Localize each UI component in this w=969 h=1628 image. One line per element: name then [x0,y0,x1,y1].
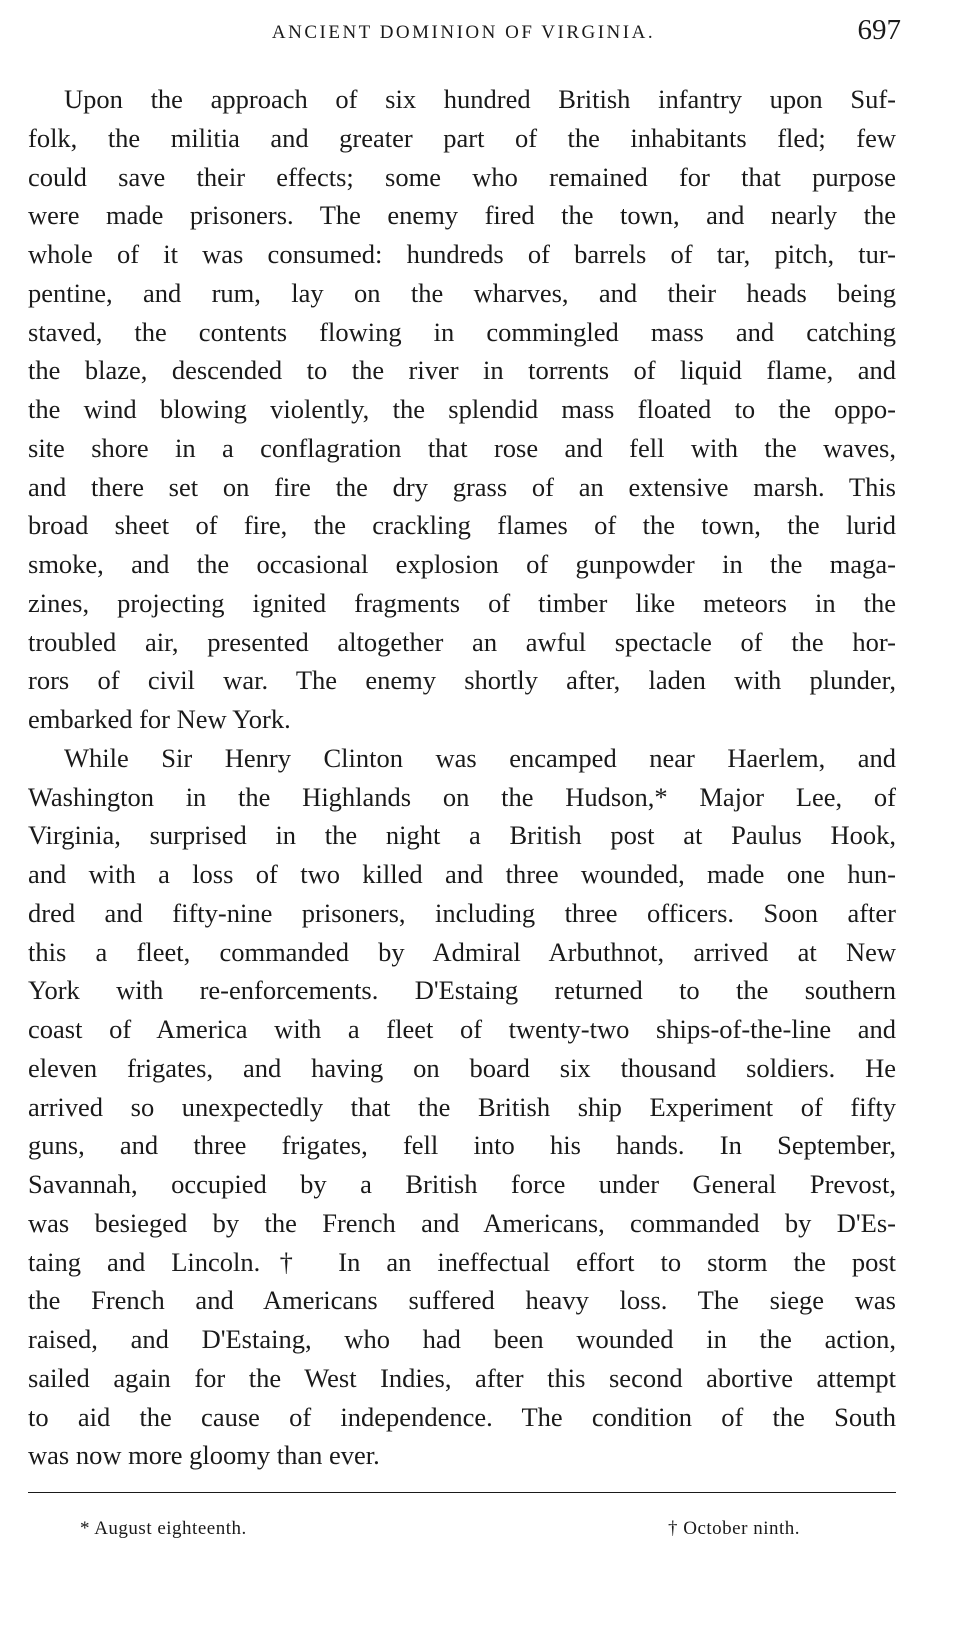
page-number: 697 [857,14,901,46]
text-line: raised, and D'Estaing, who had been wounded in the action, [28,1324,896,1354]
running-head [26,14,901,54]
text-line: site shore in a conflagration that rose and fell with the waves, [28,432,896,463]
text-line: dred and fifty-nine prisoners, including three officers. Soon after [28,897,896,928]
text-line: the wind blowing violently, the splendid mass floated to the oppo- [28,394,896,424]
text-line: zines, projecting ignited fragments of timber like meteors in the [28,587,896,618]
text-line: broad sheet of fire, the crackling flames of the town, the lurid [28,510,896,541]
text-line: embarked for New York. [28,704,291,734]
text-line: and with a loss of two killed and three wounded, made one hun- [28,859,896,889]
text-line: were made prisoners. The enemy fired the town, and nearly the [28,200,896,231]
text-line: was now more gloomy than ever. [28,1440,380,1471]
text-line: taing and Lincoln.† In an ineffectual effort to storm the post [28,1246,896,1277]
text-line: the French and Americans suffered heavy loss. The siege was [28,1285,896,1316]
text-line: Upon the approach of six hundred British infantry upon Suf- [64,84,896,114]
footnote-october: † October ninth. [668,1518,801,1539]
text-line: the blaze, descended to the river in torrents of liquid flame, and [28,355,896,386]
footnote-august: * August eighteenth. [80,1518,247,1539]
text-line: Washington in the Highlands on the Hudson,* Major Lee, of [28,781,896,812]
text-line: whole of it was consumed: hundreds of barrels of tar, pitch, tur- [28,239,896,269]
text-line: Virginia, surprised in the night a British post at Paulus Hook, [28,820,896,851]
text-line: pentine, and rum, lay on the wharves, and their heads being [28,277,896,308]
text-line: eleven frigates, and having on board six thousand soldiers. He [28,1052,896,1083]
text-line: was besieged by the French and Americans, commanded by D'Es- [28,1207,896,1238]
running-title: ANCIENT DOMINION OF VIRGINIA. [271,22,656,43]
text-line: rors of civil war. The enemy shortly after, laden with plunder, [28,665,896,696]
text-line: troubled air, presented altogether an awful spectacle of the hor- [28,626,896,657]
text-line: staved, the contents flowing in commingled mass and catching [28,316,896,347]
text-line: this a fleet, commanded by Admiral Arbuthnot, arrived at New [28,936,896,967]
text-line: guns, and three frigates, fell into his hands. In September, [28,1130,896,1161]
text-line: York with re-enforcements. D'Estaing returned to the southern [28,975,896,1006]
text-line: sailed again for the West Indies, after this second abortive attempt [28,1362,896,1393]
text-line: folk, the militia and greater part of the inhabitants fled; few [28,122,896,153]
text-line: and there set on fire the dry grass of an extensive marsh. This [28,471,896,502]
text-line: While Sir Henry Clinton was encamped near Haerlem, and [64,742,896,773]
text-line: Savannah, occupied by a British force under General Prevost, [28,1169,896,1199]
text-line: could save their effects; some who remained for that purpose [28,161,896,192]
text-line: coast of America with a fleet of twenty-two ships-of-the-line and [28,1014,896,1044]
text-line: arrived so unexpectedly that the British ship Experiment of fifty [28,1091,896,1122]
text-line: smoke, and the occasional explosion of gunpowder in the maga- [28,549,896,579]
footnote-divider [28,1492,896,1493]
text-line: to aid the cause of independence. The condition of the South [28,1401,896,1432]
body-text [28,80,896,1475]
